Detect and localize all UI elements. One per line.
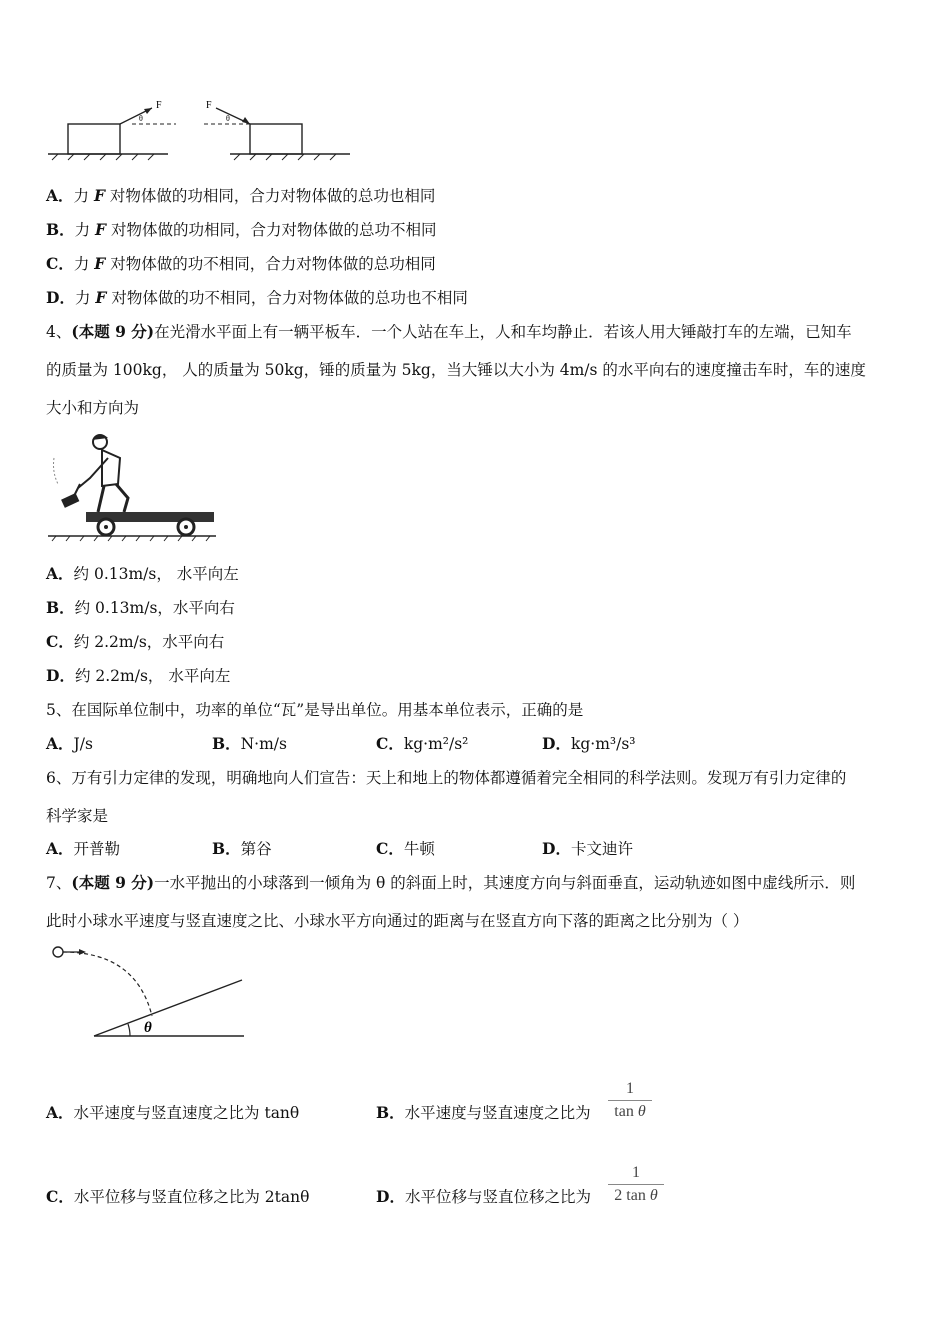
q7-incline-figure [44, 938, 254, 1042]
q5-option-d[interactable]: D．kg·m³/s³ [542, 734, 636, 753]
q4-option-d[interactable]: D．约 2.2m/s， 水平向左 [46, 666, 231, 685]
q4-stem-line2: 的质量为 100kg， 人的质量为 50kg，锤的质量为 5kg，当大锤以大小为 4m/s 的水平向右的速度撞击车时，车的速度 [46, 361, 866, 379]
q6-option-b[interactable]: B．第谷 [212, 839, 272, 858]
q7-stem-line1: 7、(本题 9 分)一水平抛出的小球落到一倾角为 θ 的斜面上时，其速度方向与斜面垂直，运动轨迹如图中虚线所示．则 [46, 873, 856, 892]
q6-stem-line2: 科学家是 [46, 807, 109, 825]
q3-option-b[interactable]: B．力 F 对物体做的功相同，合力对物体做的总功不相同 [46, 220, 437, 239]
q4-stem-line3: 大小和方向为 [46, 399, 140, 417]
q5-option-a[interactable]: A．J/s [46, 734, 93, 753]
q6-option-a[interactable]: A．开普勒 [46, 839, 121, 858]
q4-stem-line1: 4、(本题 9 分)在光滑水平面上有一辆平板车．一个人站在车上，人和车均静止．若该人用大锤敲打车的左端，已知车 [46, 322, 852, 341]
q7-option-a[interactable]: A．水平速度与竖直速度之比为 tanθ [46, 1103, 300, 1122]
q5-option-c[interactable]: C．kg·m²/s² [376, 734, 469, 753]
q7-stem-line2: 此时小球水平速度与竖直速度之比、小球水平方向通过的距离与在竖直方向下落的距离之比分别为（ ） [46, 912, 749, 930]
q7-option-d[interactable]: D．水平位移与竖直位移之比为 [376, 1187, 591, 1206]
q4-option-b[interactable]: B．约 0.13m/s，水平向右 [46, 598, 235, 617]
q6-option-c[interactable]: C．牛顿 [376, 839, 435, 858]
q3-force-label-right: F [206, 100, 212, 111]
q5-stem: 5、在国际单位制中，功率的单位“瓦”是导出单位。用基本单位表示，正确的是 [46, 701, 584, 719]
q4-option-a[interactable]: A．约 0.13m/s， 水平向左 [46, 564, 239, 583]
q7-option-b[interactable]: B．水平速度与竖直速度之比为 [376, 1103, 591, 1122]
q3-force-label-left: F [156, 100, 162, 111]
q3-option-c[interactable]: C．力 F 对物体做的功不相同，合力对物体做的总功相同 [46, 254, 436, 273]
q7-option-d-fraction: 1 2 tan θ [608, 1162, 664, 1207]
q3-angle-label-right: θ [226, 114, 230, 123]
q6-stem-line1: 6、万有引力定律的发现，明确地向人们宣告：天上和地上的物体都遵循着完全相同的科学法则。发现万有引力定律的 [46, 769, 847, 787]
q3-force-figure [44, 96, 354, 162]
q7-option-c[interactable]: C．水平位移与竖直位移之比为 2tanθ [46, 1187, 310, 1206]
q3-angle-label-left: θ [139, 114, 143, 123]
q3-option-d[interactable]: D．力 F 对物体做的功不相同，合力对物体做的总功也不相同 [46, 288, 468, 307]
q3-option-a[interactable]: A．力 F 对物体做的功相同，合力对物体做的总功也相同 [46, 186, 436, 205]
q5-option-b[interactable]: B．N·m/s [212, 734, 287, 753]
q6-option-d[interactable]: D．卡文迪许 [542, 839, 633, 858]
q4-cart-figure [44, 428, 220, 544]
q4-option-c[interactable]: C．约 2.2m/s，水平向右 [46, 632, 225, 651]
q7-option-b-fraction: 1 tan θ [608, 1078, 652, 1123]
q7-angle-label: θ [144, 1020, 152, 1036]
